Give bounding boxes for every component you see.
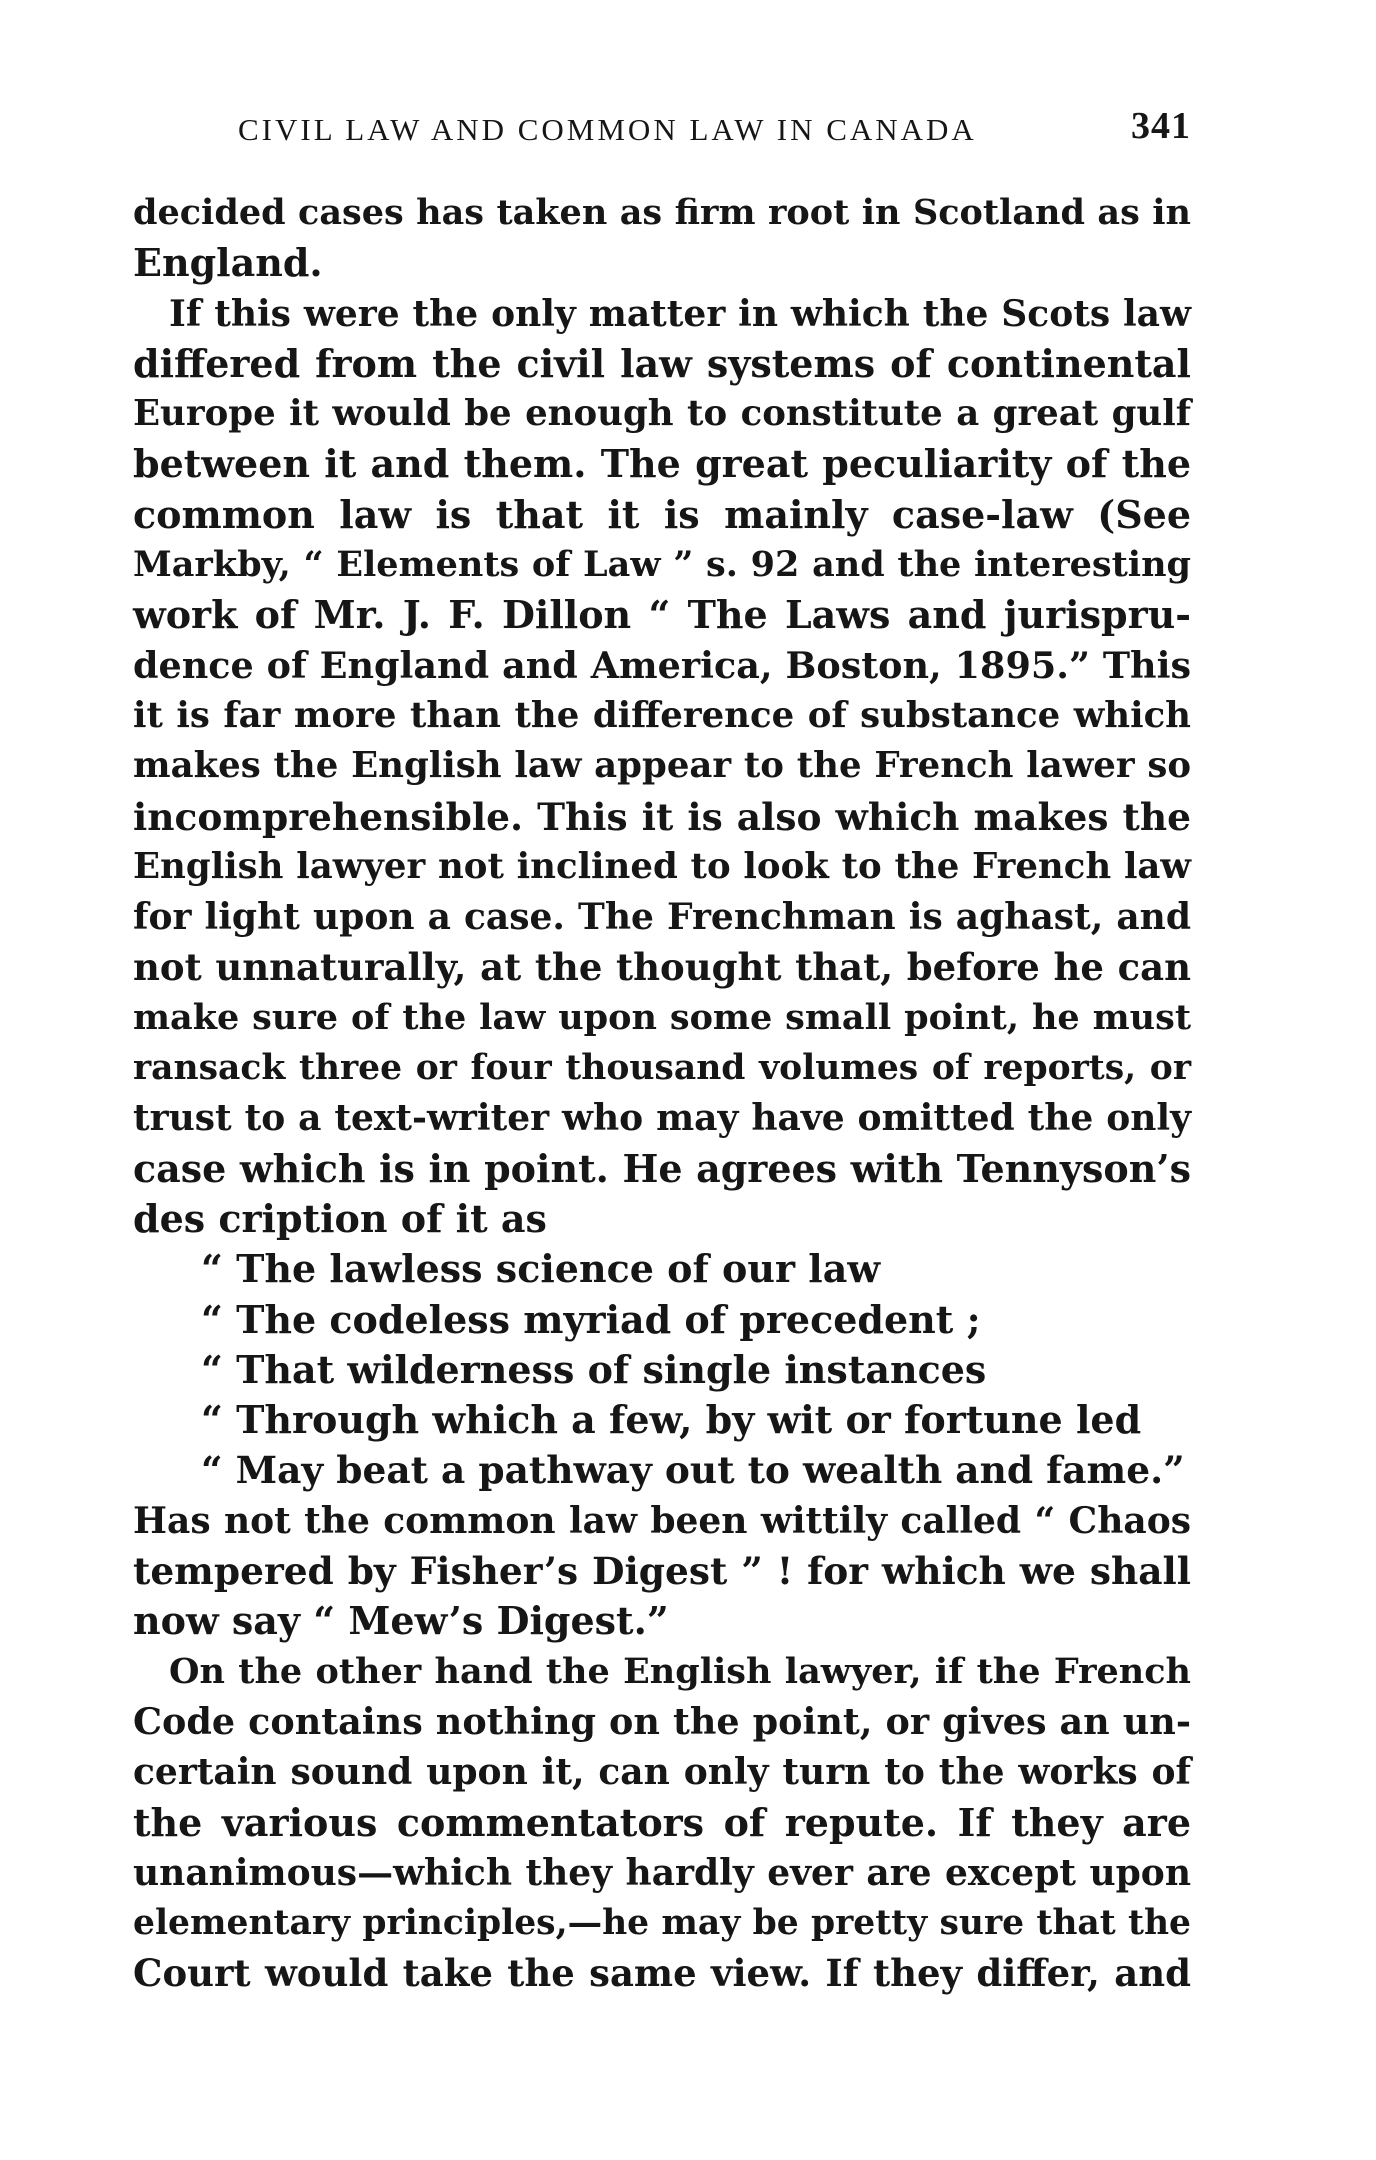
verse-line: “ The lawless science of our law [201, 1246, 881, 1292]
text-line: unanimous—which they hardly ever are except upon [133, 1851, 1191, 1894]
verse-line: “ Through which a few, by wit or fortune led [201, 1397, 1142, 1443]
text-line: des cription of it as [133, 1195, 547, 1241]
text-line: case which is in point. He agrees with Tennyson’s [133, 1145, 1191, 1191]
text-line: Code contains nothing on the point, or gives an un- [133, 1699, 1191, 1743]
page-number: 341 [1131, 105, 1191, 147]
text-line: differed from the civil law systems of continental [133, 340, 1191, 386]
text-line: between it and them. The great peculiarity of the [133, 441, 1191, 487]
running-head-title: CIVIL LAW AND COMMON LAW IN CANADA [238, 112, 977, 147]
text-line: elementary principles,—he may be pretty sure that the [133, 1903, 1191, 1944]
text-line: not unnaturally, at the thought that, before he can [133, 945, 1191, 990]
running-head [238, 104, 1191, 160]
text-line: make sure of the law upon some small point, he must [133, 996, 1191, 1038]
text-line: now say “ Mew’s Digest.” [133, 1598, 669, 1644]
text-line: it is far more than the difference of substance which [133, 694, 1191, 736]
text-line: tempered by Fisher’s Digest ” ! for which we shall [133, 1549, 1191, 1594]
text-line: England. [133, 240, 323, 286]
text-line: dence of England and America, Boston, 1895.” This [133, 643, 1191, 687]
text-line: If this were the only matter in which the Scots law [169, 292, 1191, 335]
text-line: Court would take the same view. If they differ, and [133, 1951, 1191, 1996]
text-line: Europe it would be enough to constitute a great gulf [133, 393, 1191, 435]
body-text [133, 188, 1191, 1999]
text-line: certain sound upon it, can only turn to the works of [133, 1751, 1191, 1794]
verse-line: “ The codeless myriad of precedent ; [201, 1296, 981, 1342]
text-line: On the other hand the English lawyer, if the French [169, 1650, 1191, 1692]
text-line: Has not the common law been wittily called “ Chaos [133, 1499, 1191, 1542]
text-line: Markby, “ Elements of Law ” s. 92 and the interesting [133, 544, 1191, 586]
text-line: English lawyer not inclined to look to the French law [133, 845, 1191, 887]
text-line: common law is that it is mainly case-law (See [133, 491, 1191, 537]
text-line: ransack three or four thousand volumes of reports, or [133, 1048, 1191, 1089]
text-line: makes the English law appear to the French lawer so [133, 745, 1191, 787]
text-line: for light upon a case. The Frenchman is aghast, and [133, 896, 1191, 939]
text-line: the various commentators of repute. If they are [133, 1799, 1191, 1845]
text-line: incomprehensible. This it is also which makes the [133, 794, 1191, 839]
text-line: decided cases has taken as firm root in Scotland as in [133, 192, 1191, 233]
text-line: work of Mr. J. F. Dillon “ The Laws and jurispru- [133, 592, 1191, 638]
text-line: trust to a text-writer who may have omitted the only [133, 1097, 1191, 1140]
verse-line: “ That wilderness of single instances [201, 1346, 987, 1392]
verse-line: “ May beat a pathway out to wealth and fame.” [201, 1448, 1185, 1493]
